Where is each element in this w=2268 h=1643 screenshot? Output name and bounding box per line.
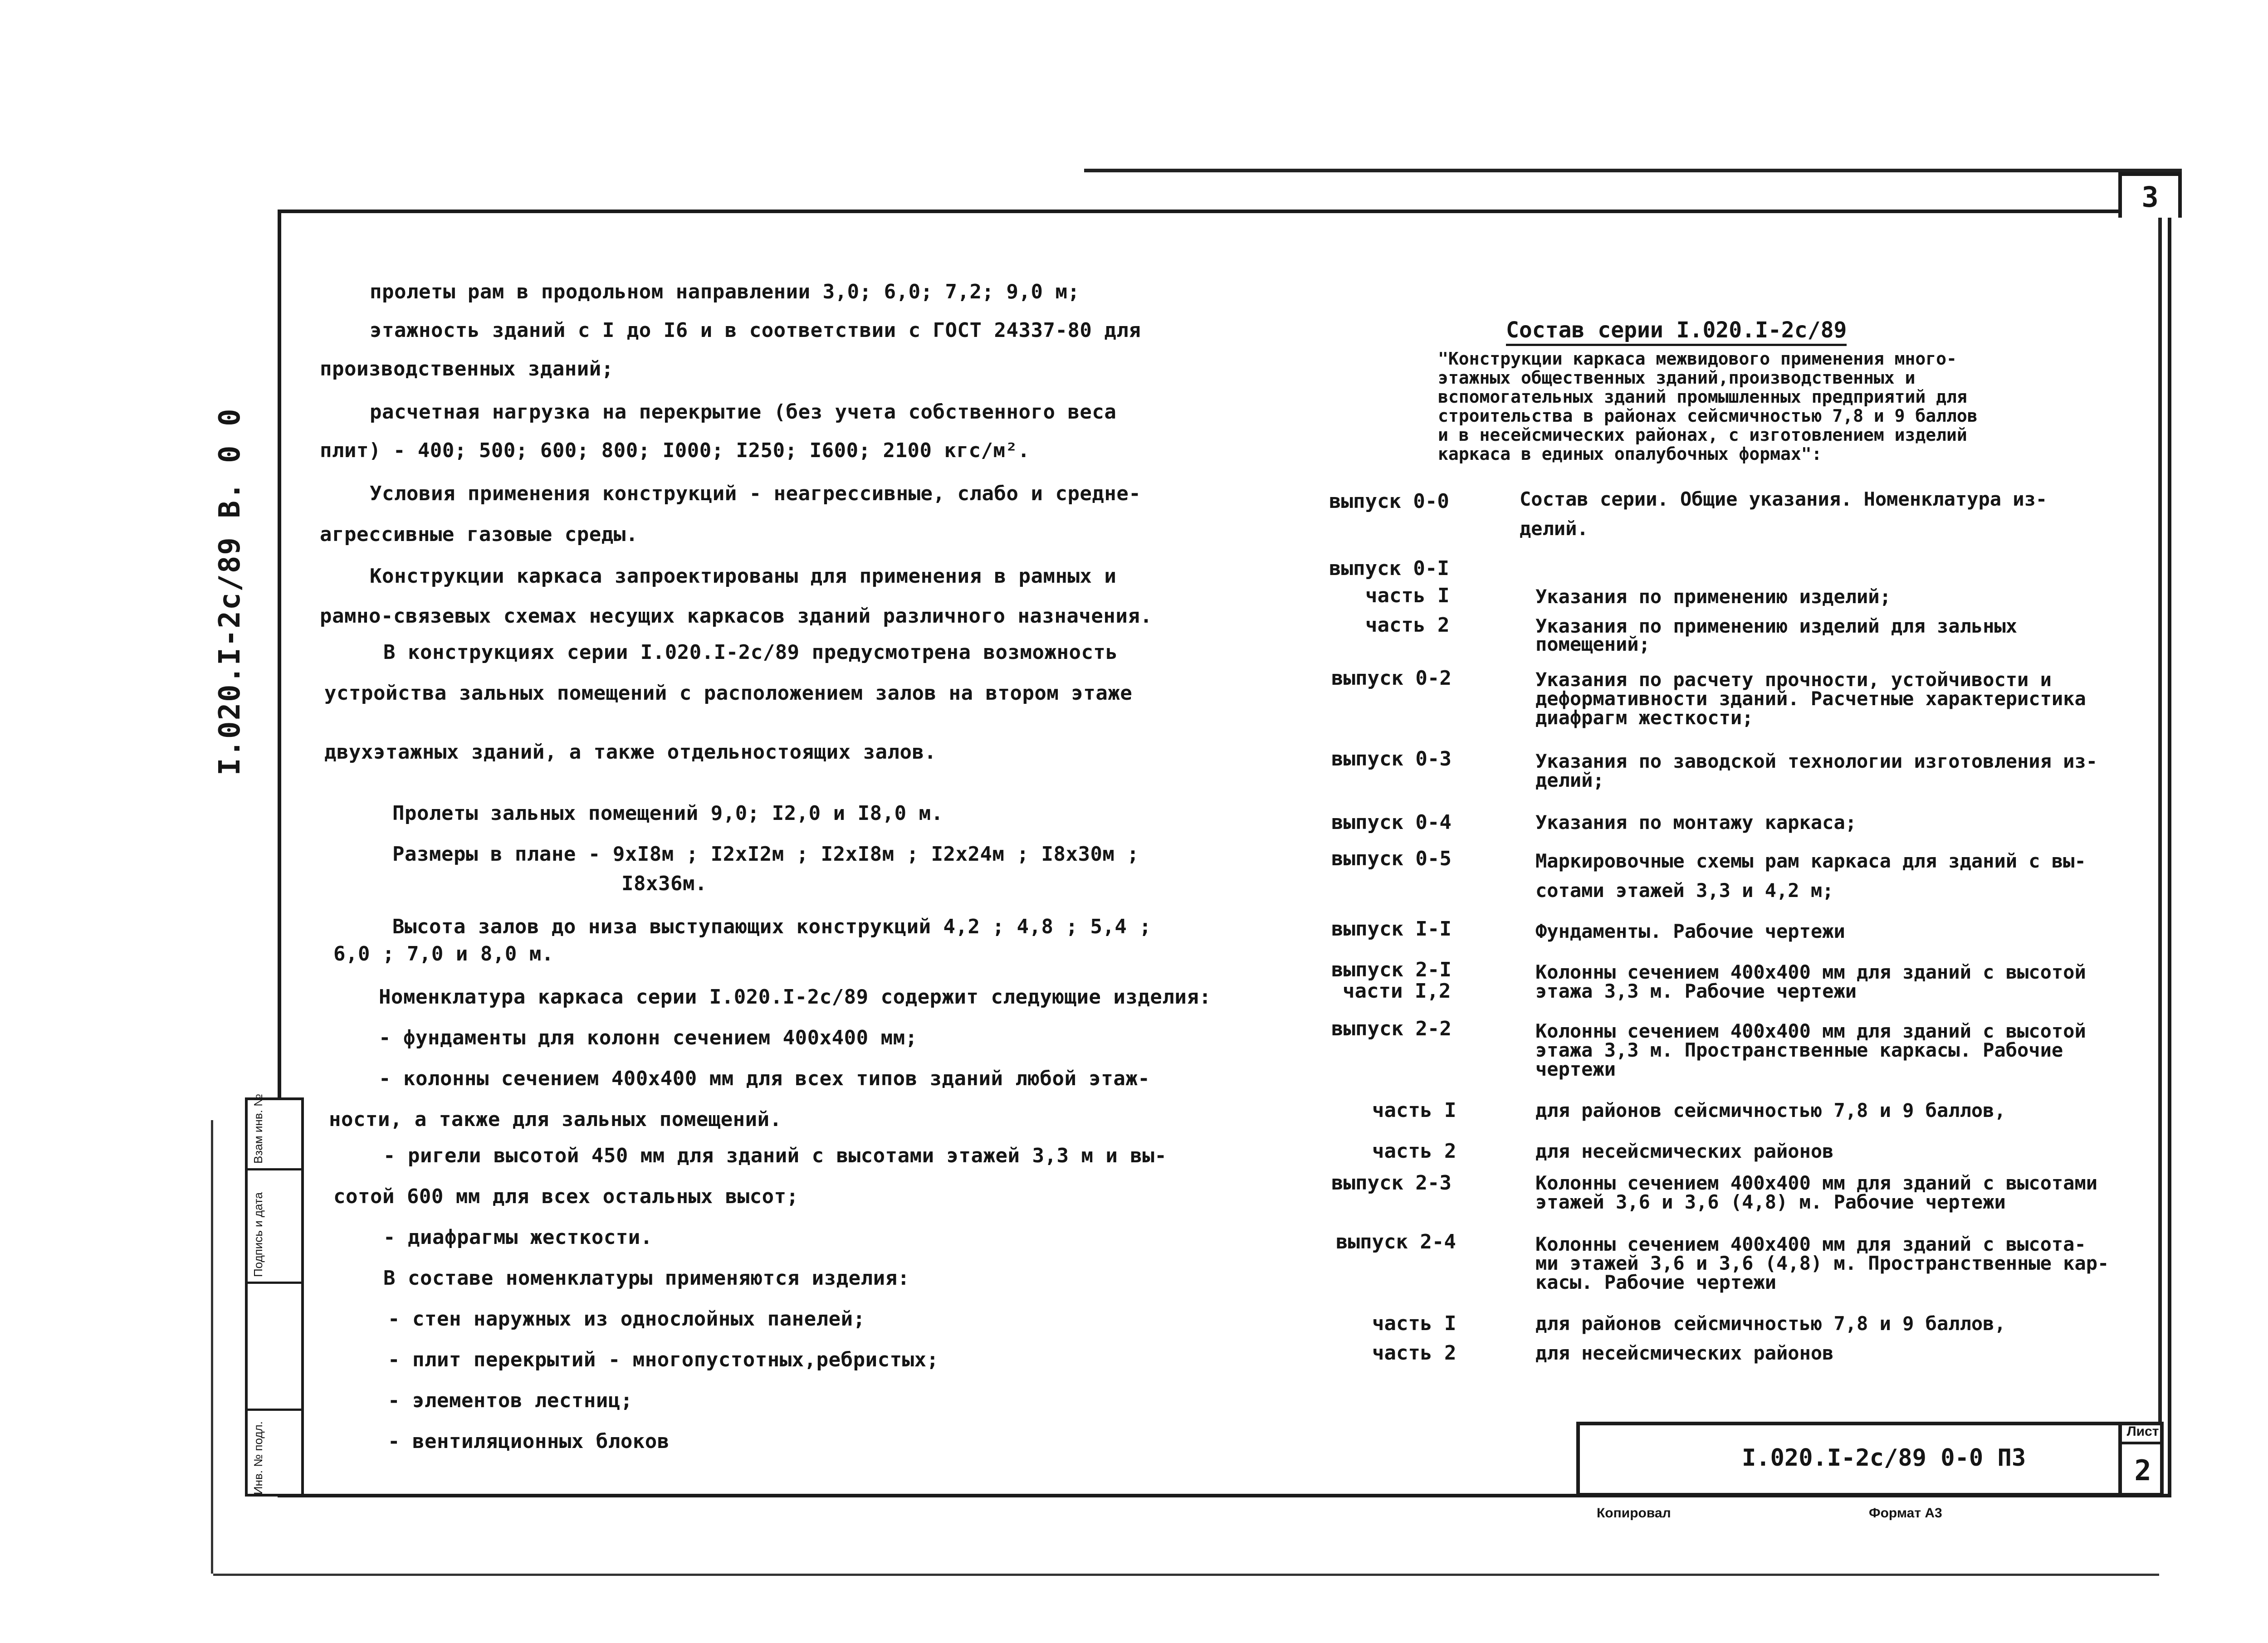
text-line: В конструкциях серии I.020.I-2с/89 предусмотрена возможность [383,641,1118,664]
text-line: рамно-связевых схемах несущих каркасов зданий различного назначения. [320,605,1153,628]
vertical-document-code: I.020.I-2с/89 В. 0 0 [213,408,247,775]
text-line: Пролеты зальных помещений 9,0; I2,0 и I8,0 м. [392,802,943,825]
text-line: - ригели высотой 450 мм для зданий с высотами этажей 3,3 м и вы- [383,1144,1167,1167]
text-line: плит) - 400; 500; 600; 800; I000; I250; I600; 2100 кгс/м². [320,439,1030,462]
series-description-line: этажных общественных зданий,производственных и [1438,368,1916,388]
issue-value-line: Состав серии. Общие указания. Номенклатура из- [1520,488,2048,510]
issue-value-line: для районов сейсмичностью 7,8 и 9 баллов, [1535,1099,2006,1121]
text-line: Номенклатура каркаса серии I.020.I-2с/89 содержит следующие изделия: [379,985,1212,1009]
series-description-line: вспомогательных зданий промышленных предприятий для [1438,387,1967,407]
left-border-line [211,1120,213,1574]
issue-key: выпуск 0-5 [1331,847,1452,870]
format-label: Формат А3 [1869,1506,1942,1521]
issue-key: выпуск 0-I [1329,557,1449,580]
text-line: этажность зданий с I до I6 и в соответствии с ГОСТ 24337-80 для [370,319,1141,342]
issue-value-line: Фундаменты. Рабочие чертежи [1535,920,1845,942]
issue-value-line: Колонны сечением 400х400 мм для зданий с высота- [1535,1233,2086,1255]
issue-value-line: этажа 3,3 м. Пространственные каркасы. Рабочие [1535,1039,2063,1061]
series-description-line: "Конструкции каркаса межвидового применения много- [1438,349,1957,369]
stamp-separator [248,1282,301,1284]
sheet-code: I.020.I-2с/89 0-0 ПЗ [1742,1444,2026,1472]
text-line: I8х36м. [621,872,707,895]
issue-key: выпуск 2-I [1331,958,1452,981]
stamp-column [245,1094,304,1497]
text-line: устройства зальных помещений с расположением залов на втором этаже [324,682,1133,705]
text-line: 6,0 ; 7,0 и 8,0 м. [333,942,554,965]
issue-value-line: помещений; [1535,633,1650,655]
text-line: производственных зданий; [320,357,614,380]
text-line: В составе номенклатуры применяются изделия: [383,1267,910,1290]
issue-part-key: части I,2 [1343,980,1451,1003]
text-line: Размеры в плане - 9хI8м ; I2хI2м ; I2хI8м ; I2х24м ; I8х30м ; [392,843,1139,866]
copied-label: Копировал [1597,1506,1671,1521]
issue-value-line: чертежи [1535,1058,1616,1080]
issue-value-line: диафрагм жесткости; [1535,707,1754,729]
issue-value-line: Колонны сечением 400х400 мм для зданий с высотой [1535,961,2086,983]
text-line: Условия применения конструкций - неагрессивные, слабо и средне- [370,482,1141,505]
text-line: - вентиляционных блоков [388,1430,670,1453]
text-line: расчетная нагрузка на перекрытие (без учета собственного веса [370,400,1117,424]
issue-part-key: часть I [1365,584,1450,607]
series-description-line: каркаса в единых опалубочных формах": [1438,444,1822,464]
text-line: ности, а также для зальных помещений. [329,1108,782,1131]
issue-key: выпуск I-I [1331,917,1452,941]
text-line: Высота залов до низа выступающих конструкций 4,2 ; 4,8 ; 5,4 ; [392,915,1152,938]
right-border-line [2158,213,2162,1497]
issue-part-key: часть 2 [1372,1341,1457,1365]
issue-value-line: сотами этажей 3,3 и 4,2 м; [1535,879,1834,902]
issue-key: выпуск 2-4 [1336,1230,1456,1253]
text-line: - плит перекрытий - многопустотных,ребристых; [388,1348,939,1371]
series-description-line: и в несейсмических районах, с изготовлением изделий [1438,425,1967,445]
issue-value-line: касы. Рабочие чертежи [1535,1271,1777,1293]
stamp-inv-podl: Инв. № подл. [251,1421,265,1495]
text-line: - фундаменты для колонн сечением 400х400 мм; [379,1026,918,1049]
page-number: 3 [2118,172,2182,218]
issue-value-line: Маркировочные схемы рам каркаса для зданий с вы- [1535,850,2086,872]
issue-value-line: для районов сейсмичностью 7,8 и 9 баллов, [1535,1312,2006,1335]
text-line: - диафрагмы жесткости. [383,1226,653,1249]
issue-value-line: делий. [1520,517,1589,540]
text-line: сотой 600 мм для всех остальных высот; [333,1185,799,1208]
title-block-divider [2118,1422,2122,1497]
series-heading: Состав серии I.020.I-2с/89 [1506,317,1847,346]
issue-value-line: этажей 3,6 и 3,6 (4,8) м. Рабочие чертежи [1535,1191,2006,1213]
issue-value-line: Колонны сечением 400х400 мм для зданий с высотами [1535,1172,2098,1194]
bottom-border-line [213,1574,2159,1576]
text-line: агрессивные газовые среды. [320,523,638,546]
issue-key: выпуск 0-0 [1329,490,1449,513]
series-description-line: строительства в районах сейсмичностью 7,8 и 9 баллов [1438,406,1978,426]
issue-key: выпуск 2-2 [1331,1017,1452,1040]
stamp-podpis-data: Подпись и дата [251,1192,265,1277]
issue-value-line: Указания по монтажу каркаса; [1535,811,1857,834]
issue-key: выпуск 0-3 [1331,747,1452,770]
sheet-number: 2 [2134,1454,2151,1487]
issue-value-line: Колонны сечением 400х400 мм для зданий с высотой [1535,1020,2086,1042]
top-border-line [1084,169,2182,172]
text-line: - элементов лестниц; [388,1389,633,1412]
issue-value-line: делий; [1535,769,1604,791]
issue-key: выпуск 2-3 [1331,1171,1452,1194]
stamp-vzam-inv: Взам инв. № [251,1094,265,1164]
stamp-separator [248,1409,301,1411]
text-line: - колонны сечением 400х400 мм для всех типов зданий любой этаж- [379,1067,1150,1090]
issue-part-key: часть I [1372,1099,1457,1122]
issue-value-line: для несейсмических районов [1535,1342,1834,1364]
issue-value-line: этажа 3,3 м. Рабочие чертежи [1535,980,1857,1002]
text-line: Конструкции каркаса запроектированы для применения в рамных и [370,565,1117,588]
text-line: двухэтажных зданий, а также отдельностоящих залов. [324,741,937,764]
text-line: - стен наружных из однослойных панелей; [388,1307,865,1331]
issue-part-key: часть 2 [1365,614,1450,637]
issue-part-key: часть I [1372,1312,1457,1335]
issue-value-line: для несейсмических районов [1535,1140,1834,1162]
stamp-separator [248,1168,301,1170]
issue-value-line: ми этажей 3,6 и 3,6 (4,8) м. Пространственные кар- [1535,1252,2109,1274]
issue-key: выпуск 0-4 [1331,811,1452,834]
issue-value-line: Указания по применению изделий для зальных [1535,615,2018,637]
issue-key: выпуск 0-2 [1331,667,1452,690]
text-line: пролеты рам в продольном направлении 3,0; 6,0; 7,2; 9,0 м; [370,280,1080,303]
sheet-label: Лист [2122,1422,2164,1444]
issue-part-key: часть 2 [1372,1140,1457,1163]
issue-value-line: деформативности зданий. Расчетные характеристика [1535,687,2086,710]
issue-value-line: Указания по заводской технологии изготовления из- [1535,750,2098,772]
issue-value-line: Указания по применению изделий; [1535,585,1891,608]
issue-value-line: Указания по расчету прочности, устойчивости и [1535,668,2052,691]
